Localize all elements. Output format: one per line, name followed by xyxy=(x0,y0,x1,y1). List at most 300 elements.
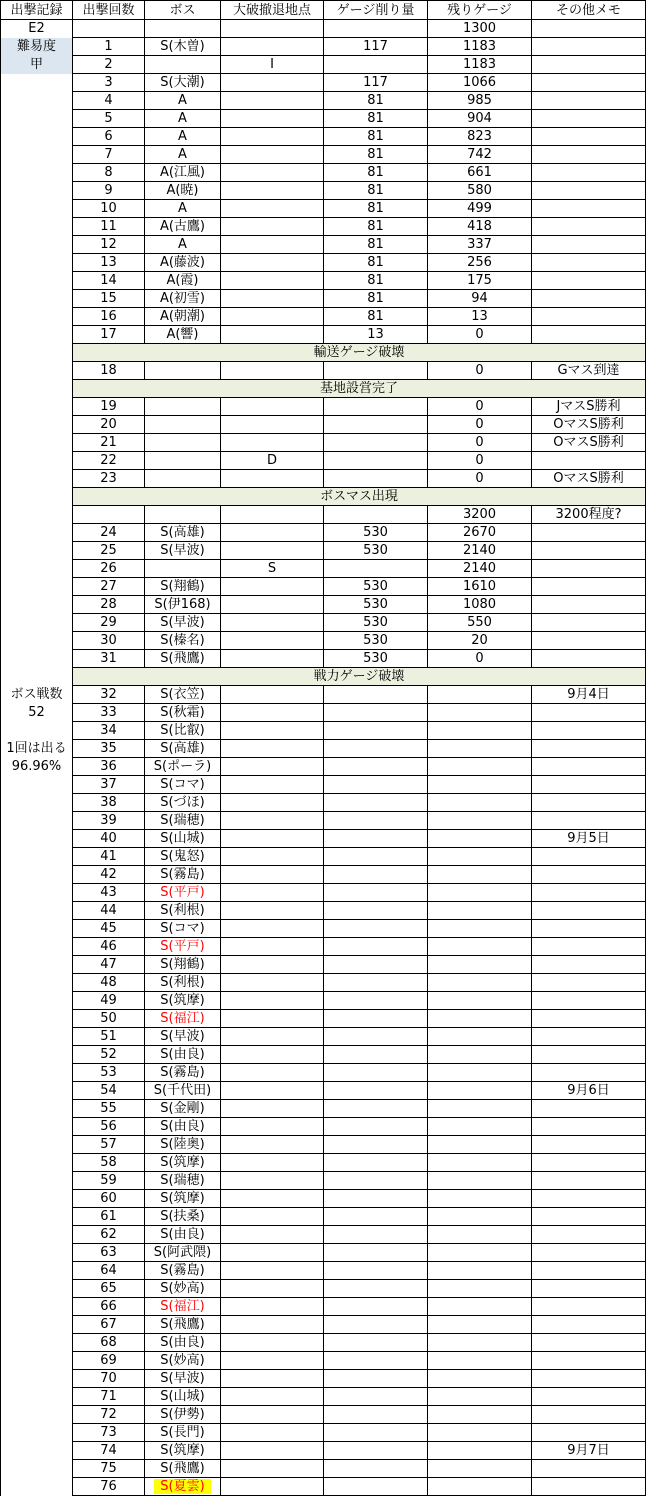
boss-cell[interactable] xyxy=(145,128,221,146)
remaining-gauge-cell[interactable] xyxy=(428,614,532,632)
side-cell[interactable] xyxy=(1,1478,73,1496)
memo-cell[interactable] xyxy=(532,1064,646,1082)
gauge-cut-cell[interactable] xyxy=(324,434,428,452)
boss-cell[interactable] xyxy=(145,1262,221,1280)
remaining-gauge-cell[interactable] xyxy=(428,1172,532,1190)
side-cell[interactable] xyxy=(1,92,73,110)
retreat-cell[interactable] xyxy=(221,470,324,488)
gauge-cut-cell[interactable] xyxy=(324,650,428,668)
retreat-cell[interactable] xyxy=(221,1100,324,1118)
memo-cell[interactable] xyxy=(532,1190,646,1208)
sortie-number-cell[interactable] xyxy=(73,596,145,614)
side-cell[interactable] xyxy=(1,308,73,326)
retreat-cell[interactable] xyxy=(221,92,324,110)
sortie-number-cell[interactable] xyxy=(73,1172,145,1190)
boss-cell[interactable] xyxy=(145,38,221,56)
side-cell[interactable] xyxy=(1,884,73,902)
side-cell[interactable] xyxy=(1,524,73,542)
sortie-number-cell[interactable] xyxy=(73,686,145,704)
gauge-cut-cell[interactable] xyxy=(324,758,428,776)
memo-cell[interactable] xyxy=(532,128,646,146)
side-cell[interactable] xyxy=(1,20,73,38)
sortie-number-cell[interactable] xyxy=(73,1262,145,1280)
boss-cell[interactable] xyxy=(145,1064,221,1082)
retreat-cell[interactable] xyxy=(221,1280,324,1298)
gauge-cut-cell[interactable] xyxy=(324,1226,428,1244)
sortie-number-cell[interactable] xyxy=(73,1190,145,1208)
remaining-gauge-cell[interactable] xyxy=(428,1460,532,1478)
remaining-gauge-cell[interactable] xyxy=(428,830,532,848)
remaining-gauge-cell[interactable] xyxy=(428,146,532,164)
retreat-cell[interactable] xyxy=(221,740,324,758)
boss-cell[interactable] xyxy=(145,866,221,884)
memo-cell[interactable] xyxy=(532,1352,646,1370)
retreat-cell[interactable] xyxy=(221,1352,324,1370)
memo-cell[interactable] xyxy=(532,1010,646,1028)
sortie-number-cell[interactable] xyxy=(73,470,145,488)
memo-cell[interactable] xyxy=(532,326,646,344)
memo-cell[interactable] xyxy=(532,848,646,866)
gauge-cut-cell[interactable] xyxy=(324,146,428,164)
sortie-number-cell[interactable] xyxy=(73,182,145,200)
sortie-number-cell[interactable] xyxy=(73,704,145,722)
remaining-gauge-cell[interactable] xyxy=(428,722,532,740)
remaining-gauge-cell[interactable] xyxy=(428,974,532,992)
memo-cell[interactable] xyxy=(532,866,646,884)
memo-cell[interactable] xyxy=(532,1100,646,1118)
memo-cell[interactable] xyxy=(532,1028,646,1046)
boss-cell[interactable] xyxy=(145,686,221,704)
gauge-cut-cell[interactable] xyxy=(324,416,428,434)
boss-cell[interactable] xyxy=(145,704,221,722)
header-4[interactable] xyxy=(221,1,324,20)
memo-cell[interactable] xyxy=(532,1226,646,1244)
header-7[interactable] xyxy=(532,1,646,20)
retreat-cell[interactable] xyxy=(221,272,324,290)
side-cell[interactable] xyxy=(1,272,73,290)
retreat-cell[interactable] xyxy=(221,848,324,866)
retreat-cell[interactable] xyxy=(221,1262,324,1280)
memo-cell[interactable] xyxy=(532,740,646,758)
header-3[interactable] xyxy=(145,1,221,20)
boss-cell[interactable] xyxy=(145,902,221,920)
sortie-number-cell[interactable] xyxy=(73,1010,145,1028)
memo-cell[interactable] xyxy=(532,650,646,668)
side-cell[interactable] xyxy=(1,938,73,956)
remaining-gauge-cell[interactable] xyxy=(428,290,532,308)
boss-cell[interactable] xyxy=(145,254,221,272)
retreat-cell[interactable] xyxy=(221,1064,324,1082)
retreat-cell[interactable] xyxy=(221,200,324,218)
side-cell[interactable] xyxy=(1,1100,73,1118)
gauge-cut-cell[interactable] xyxy=(324,506,428,524)
side-cell[interactable] xyxy=(1,110,73,128)
retreat-cell[interactable] xyxy=(221,992,324,1010)
sortie-number-cell[interactable] xyxy=(73,110,145,128)
sortie-number-cell[interactable] xyxy=(73,1406,145,1424)
boss-cell[interactable] xyxy=(145,632,221,650)
remaining-gauge-cell[interactable] xyxy=(428,254,532,272)
memo-cell[interactable] xyxy=(532,1208,646,1226)
gauge-cut-cell[interactable] xyxy=(324,1172,428,1190)
sortie-number-cell[interactable] xyxy=(73,1028,145,1046)
gauge-cut-cell[interactable] xyxy=(324,74,428,92)
boss-cell[interactable] xyxy=(145,956,221,974)
retreat-cell[interactable] xyxy=(221,704,324,722)
remaining-gauge-cell[interactable] xyxy=(428,686,532,704)
retreat-cell[interactable] xyxy=(221,434,324,452)
boss-cell[interactable] xyxy=(145,812,221,830)
sortie-number-cell[interactable] xyxy=(73,1136,145,1154)
boss-cell[interactable] xyxy=(145,1334,221,1352)
gauge-cut-cell[interactable] xyxy=(324,164,428,182)
boss-cell[interactable] xyxy=(145,578,221,596)
side-cell[interactable] xyxy=(1,218,73,236)
gauge-cut-cell[interactable] xyxy=(324,866,428,884)
memo-cell[interactable] xyxy=(532,290,646,308)
memo-cell[interactable] xyxy=(532,20,646,38)
gauge-cut-cell[interactable] xyxy=(324,110,428,128)
retreat-cell[interactable] xyxy=(221,1478,324,1496)
remaining-gauge-cell[interactable] xyxy=(428,812,532,830)
memo-cell[interactable] xyxy=(532,218,646,236)
side-cell[interactable] xyxy=(1,992,73,1010)
memo-cell[interactable] xyxy=(532,1172,646,1190)
sortie-number-cell[interactable] xyxy=(73,308,145,326)
gauge-cut-cell[interactable] xyxy=(324,1064,428,1082)
retreat-cell[interactable] xyxy=(221,560,324,578)
remaining-gauge-cell[interactable] xyxy=(428,632,532,650)
side-cell[interactable] xyxy=(1,1028,73,1046)
sortie-number-cell[interactable] xyxy=(73,272,145,290)
sortie-number-cell[interactable] xyxy=(73,1442,145,1460)
gauge-cut-cell[interactable] xyxy=(324,1406,428,1424)
memo-cell[interactable] xyxy=(532,758,646,776)
side-cell[interactable] xyxy=(1,974,73,992)
sortie-number-cell[interactable] xyxy=(73,722,145,740)
side-cell[interactable] xyxy=(1,668,73,686)
sortie-number-cell[interactable] xyxy=(73,416,145,434)
remaining-gauge-cell[interactable] xyxy=(428,20,532,38)
boss-cell[interactable] xyxy=(145,272,221,290)
memo-cell[interactable] xyxy=(532,614,646,632)
gauge-cut-cell[interactable] xyxy=(324,524,428,542)
section-separator[interactable] xyxy=(73,380,646,398)
boss-cell[interactable] xyxy=(145,1028,221,1046)
remaining-gauge-cell[interactable] xyxy=(428,452,532,470)
side-cell[interactable] xyxy=(1,488,73,506)
remaining-gauge-cell[interactable] xyxy=(428,704,532,722)
side-cell[interactable] xyxy=(1,866,73,884)
memo-cell[interactable] xyxy=(532,236,646,254)
gauge-cut-cell[interactable] xyxy=(324,1028,428,1046)
memo-cell[interactable] xyxy=(532,1082,646,1100)
sortie-number-cell[interactable] xyxy=(73,1352,145,1370)
retreat-cell[interactable] xyxy=(221,884,324,902)
retreat-cell[interactable] xyxy=(221,794,324,812)
gauge-cut-cell[interactable] xyxy=(324,470,428,488)
remaining-gauge-cell[interactable] xyxy=(428,1442,532,1460)
gauge-cut-cell[interactable] xyxy=(324,1280,428,1298)
gauge-cut-cell[interactable] xyxy=(324,560,428,578)
gauge-cut-cell[interactable] xyxy=(324,542,428,560)
side-cell[interactable] xyxy=(1,632,73,650)
boss-cell[interactable] xyxy=(145,218,221,236)
gauge-cut-cell[interactable] xyxy=(324,236,428,254)
retreat-cell[interactable] xyxy=(221,1388,324,1406)
remaining-gauge-cell[interactable] xyxy=(428,920,532,938)
gauge-cut-cell[interactable] xyxy=(324,452,428,470)
gauge-cut-cell[interactable] xyxy=(324,20,428,38)
gauge-cut-cell[interactable] xyxy=(324,992,428,1010)
sortie-number-cell[interactable] xyxy=(73,758,145,776)
gauge-cut-cell[interactable] xyxy=(324,920,428,938)
memo-cell[interactable] xyxy=(532,920,646,938)
sortie-number-cell[interactable] xyxy=(73,398,145,416)
gauge-cut-cell[interactable] xyxy=(324,92,428,110)
remaining-gauge-cell[interactable] xyxy=(428,200,532,218)
retreat-cell[interactable] xyxy=(221,398,324,416)
side-cell[interactable] xyxy=(1,650,73,668)
remaining-gauge-cell[interactable] xyxy=(428,434,532,452)
sortie-number-cell[interactable] xyxy=(73,1082,145,1100)
side-cell[interactable] xyxy=(1,434,73,452)
memo-cell[interactable] xyxy=(532,632,646,650)
gauge-cut-cell[interactable] xyxy=(324,326,428,344)
boss-cell[interactable] xyxy=(145,74,221,92)
remaining-gauge-cell[interactable] xyxy=(428,992,532,1010)
remaining-gauge-cell[interactable] xyxy=(428,1280,532,1298)
gauge-cut-cell[interactable] xyxy=(324,596,428,614)
side-cell[interactable] xyxy=(1,362,73,380)
boss-cell[interactable] xyxy=(145,920,221,938)
side-cell[interactable] xyxy=(1,1424,73,1442)
remaining-gauge-cell[interactable] xyxy=(428,164,532,182)
memo-cell[interactable] xyxy=(532,308,646,326)
remaining-gauge-cell[interactable] xyxy=(428,524,532,542)
remaining-gauge-cell[interactable] xyxy=(428,1298,532,1316)
gauge-cut-cell[interactable] xyxy=(324,308,428,326)
memo-cell[interactable] xyxy=(532,416,646,434)
side-cell[interactable] xyxy=(1,578,73,596)
remaining-gauge-cell[interactable] xyxy=(428,1244,532,1262)
memo-cell[interactable] xyxy=(532,686,646,704)
side-cell[interactable] xyxy=(1,1118,73,1136)
sortie-number-cell[interactable] xyxy=(73,38,145,56)
memo-cell[interactable] xyxy=(532,1442,646,1460)
gauge-cut-cell[interactable] xyxy=(324,614,428,632)
sortie-number-cell[interactable] xyxy=(73,866,145,884)
remaining-gauge-cell[interactable] xyxy=(428,470,532,488)
gauge-cut-cell[interactable] xyxy=(324,1136,428,1154)
retreat-cell[interactable] xyxy=(221,1172,324,1190)
retreat-cell[interactable] xyxy=(221,614,324,632)
side-cell[interactable] xyxy=(1,344,73,362)
boss-cell[interactable] xyxy=(145,434,221,452)
side-cell[interactable] xyxy=(1,902,73,920)
boss-cell[interactable] xyxy=(145,506,221,524)
retreat-cell[interactable] xyxy=(221,524,324,542)
memo-cell[interactable] xyxy=(532,1334,646,1352)
retreat-cell[interactable] xyxy=(221,1028,324,1046)
retreat-cell[interactable] xyxy=(221,1424,324,1442)
retreat-cell[interactable] xyxy=(221,1118,324,1136)
side-cell[interactable] xyxy=(1,1190,73,1208)
header-5[interactable] xyxy=(324,1,428,20)
gauge-cut-cell[interactable] xyxy=(324,290,428,308)
side-cell[interactable] xyxy=(1,740,73,758)
sortie-number-cell[interactable] xyxy=(73,290,145,308)
side-cell[interactable] xyxy=(1,398,73,416)
memo-cell[interactable] xyxy=(532,578,646,596)
gauge-cut-cell[interactable] xyxy=(324,1442,428,1460)
boss-cell[interactable] xyxy=(145,1298,221,1316)
gauge-cut-cell[interactable] xyxy=(324,1370,428,1388)
boss-cell[interactable] xyxy=(145,596,221,614)
side-cell[interactable] xyxy=(1,1244,73,1262)
boss-cell[interactable] xyxy=(145,1280,221,1298)
retreat-cell[interactable] xyxy=(221,650,324,668)
memo-cell[interactable] xyxy=(532,164,646,182)
sortie-number-cell[interactable] xyxy=(73,506,145,524)
boss-cell[interactable] xyxy=(145,1208,221,1226)
boss-cell[interactable] xyxy=(145,614,221,632)
retreat-cell[interactable] xyxy=(221,956,324,974)
gauge-cut-cell[interactable] xyxy=(324,38,428,56)
sortie-number-cell[interactable] xyxy=(73,542,145,560)
retreat-cell[interactable] xyxy=(221,182,324,200)
remaining-gauge-cell[interactable] xyxy=(428,398,532,416)
memo-cell[interactable] xyxy=(532,452,646,470)
remaining-gauge-cell[interactable] xyxy=(428,1100,532,1118)
gauge-cut-cell[interactable] xyxy=(324,812,428,830)
side-cell[interactable] xyxy=(1,1406,73,1424)
remaining-gauge-cell[interactable] xyxy=(428,758,532,776)
side-cell[interactable] xyxy=(1,956,73,974)
boss-cell[interactable] xyxy=(145,1136,221,1154)
boss-cell[interactable] xyxy=(145,110,221,128)
remaining-gauge-cell[interactable] xyxy=(428,1388,532,1406)
memo-cell[interactable] xyxy=(532,812,646,830)
side-cell[interactable] xyxy=(1,146,73,164)
retreat-cell[interactable] xyxy=(221,20,324,38)
retreat-cell[interactable] xyxy=(221,254,324,272)
boss-cell[interactable] xyxy=(145,1010,221,1028)
boss-cell[interactable] xyxy=(145,56,221,74)
memo-cell[interactable] xyxy=(532,146,646,164)
remaining-gauge-cell[interactable] xyxy=(428,38,532,56)
retreat-cell[interactable] xyxy=(221,722,324,740)
memo-cell[interactable] xyxy=(532,1460,646,1478)
boss-cell[interactable] xyxy=(145,1442,221,1460)
remaining-gauge-cell[interactable] xyxy=(428,416,532,434)
gauge-cut-cell[interactable] xyxy=(324,398,428,416)
sortie-number-cell[interactable] xyxy=(73,1478,145,1496)
boss-cell[interactable] xyxy=(145,848,221,866)
side-cell[interactable] xyxy=(1,1280,73,1298)
remaining-gauge-cell[interactable] xyxy=(428,1424,532,1442)
side-cell[interactable] xyxy=(1,236,73,254)
side-cell[interactable] xyxy=(1,758,73,776)
retreat-cell[interactable] xyxy=(221,326,324,344)
side-cell[interactable] xyxy=(1,1460,73,1478)
retreat-cell[interactable] xyxy=(221,1334,324,1352)
side-cell[interactable] xyxy=(1,416,73,434)
sortie-number-cell[interactable] xyxy=(73,1334,145,1352)
retreat-cell[interactable] xyxy=(221,218,324,236)
gauge-cut-cell[interactable] xyxy=(324,1208,428,1226)
memo-cell[interactable] xyxy=(532,110,646,128)
sortie-number-cell[interactable] xyxy=(73,20,145,38)
side-cell[interactable] xyxy=(1,542,73,560)
retreat-cell[interactable] xyxy=(221,452,324,470)
retreat-cell[interactable] xyxy=(221,686,324,704)
sortie-number-cell[interactable] xyxy=(73,848,145,866)
sortie-number-cell[interactable] xyxy=(73,902,145,920)
boss-cell[interactable] xyxy=(145,974,221,992)
boss-cell[interactable] xyxy=(145,416,221,434)
gauge-cut-cell[interactable] xyxy=(324,1244,428,1262)
sortie-number-cell[interactable] xyxy=(73,1388,145,1406)
sortie-number-cell[interactable] xyxy=(73,56,145,74)
header-1[interactable] xyxy=(1,1,73,20)
sortie-number-cell[interactable] xyxy=(73,812,145,830)
sortie-number-cell[interactable] xyxy=(73,1424,145,1442)
remaining-gauge-cell[interactable] xyxy=(428,1136,532,1154)
remaining-gauge-cell[interactable] xyxy=(428,1406,532,1424)
memo-cell[interactable] xyxy=(532,938,646,956)
retreat-cell[interactable] xyxy=(221,920,324,938)
side-cell[interactable] xyxy=(1,164,73,182)
side-cell[interactable] xyxy=(1,1010,73,1028)
retreat-cell[interactable] xyxy=(221,776,324,794)
boss-cell[interactable] xyxy=(145,758,221,776)
gauge-cut-cell[interactable] xyxy=(324,1316,428,1334)
remaining-gauge-cell[interactable] xyxy=(428,1190,532,1208)
sortie-number-cell[interactable] xyxy=(73,974,145,992)
boss-cell[interactable] xyxy=(145,542,221,560)
retreat-cell[interactable] xyxy=(221,1226,324,1244)
sortie-number-cell[interactable] xyxy=(73,236,145,254)
gauge-cut-cell[interactable] xyxy=(324,1298,428,1316)
memo-cell[interactable] xyxy=(532,794,646,812)
gauge-cut-cell[interactable] xyxy=(324,56,428,74)
remaining-gauge-cell[interactable] xyxy=(428,848,532,866)
memo-cell[interactable] xyxy=(532,470,646,488)
sortie-number-cell[interactable] xyxy=(73,326,145,344)
retreat-cell[interactable] xyxy=(221,1298,324,1316)
retreat-cell[interactable] xyxy=(221,1046,324,1064)
retreat-cell[interactable] xyxy=(221,1406,324,1424)
remaining-gauge-cell[interactable] xyxy=(428,362,532,380)
remaining-gauge-cell[interactable] xyxy=(428,884,532,902)
sortie-number-cell[interactable] xyxy=(73,956,145,974)
boss-cell[interactable] xyxy=(145,1082,221,1100)
remaining-gauge-cell[interactable] xyxy=(428,1010,532,1028)
boss-cell[interactable] xyxy=(145,650,221,668)
memo-cell[interactable] xyxy=(532,506,646,524)
gauge-cut-cell[interactable] xyxy=(324,182,428,200)
remaining-gauge-cell[interactable] xyxy=(428,326,532,344)
memo-cell[interactable] xyxy=(532,542,646,560)
boss-cell[interactable] xyxy=(145,1406,221,1424)
gauge-cut-cell[interactable] xyxy=(324,830,428,848)
gauge-cut-cell[interactable] xyxy=(324,1118,428,1136)
memo-cell[interactable] xyxy=(532,1118,646,1136)
remaining-gauge-cell[interactable] xyxy=(428,776,532,794)
gauge-cut-cell[interactable] xyxy=(324,686,428,704)
sortie-number-cell[interactable] xyxy=(73,830,145,848)
